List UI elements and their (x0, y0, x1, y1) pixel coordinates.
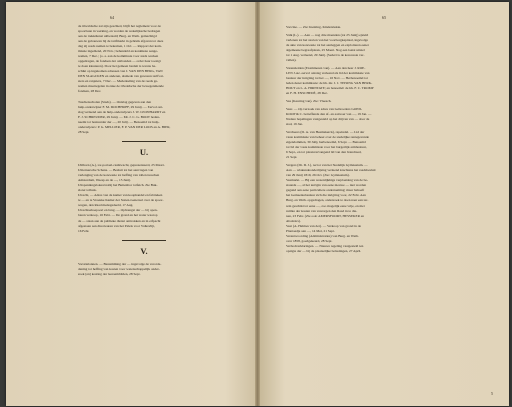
text-line: Nadere bepalingen vastgesteld op het drijven van — door de (286, 117, 370, 122)
text-line: aan de gebouwen bij de tarifmarkt in gebruik afgaven tot deze (78, 39, 164, 44)
text-line: neemt tot bestuurder der —, 20 Julij. — Benoemd tot hulp- (78, 120, 160, 125)
text-line: F. J. SCHREUDER, 29 Junij. — Mr. J. C. G. BOOT bedan- (78, 115, 161, 120)
text-line: Vercheers (D. A. van Heemskerck), rapeladel. — Lid der (286, 130, 365, 135)
text-line: Aan — wiskundeonderlijsing verleend krachtens het raadsbesluit (286, 168, 376, 173)
text-line: Veer. — Op verzoek van adres van Gebroeders GOED- (286, 107, 363, 112)
text-line: dening tot heffing van kosten voor wetenschappelijk onder- (78, 266, 160, 271)
text-line: Verbodverklaringen. — Nieuwe regeling vastgesteld ten (286, 243, 364, 248)
text-line: aan de trekkdienst uitbetaald; Burg. en Weth. gemachtigd (78, 34, 157, 39)
text-line: gegund aan eene particuliere onderneming; maar behoeft (286, 188, 365, 193)
text-line: het Gemeentebestuur zich die inrigting voor, 22 Febr. Aan (286, 193, 366, 198)
text-line: tot 1 Aug. verleend, 29 Junij. (Sedert is de koncessie ver- (286, 53, 365, 58)
text-line: sloter tolhuis. (78, 188, 97, 193)
text-line: over 1858, goedgekeurd, 28 Sept. (286, 238, 333, 243)
block-v-entries (78, 262, 210, 277)
text-line: HOUT en L. A. HIRNTATE; en benoemd: de hh. F. C. TROMP (286, 86, 374, 91)
text-line: 6 Sept., en tot plaatsvervangend lid van den brandraad, (286, 150, 362, 155)
text-line: Utrecht, — Adres van de kamer van koophandel en fabrieken (78, 193, 163, 198)
text-line: slag verleend aan de hulp-onderwijzers J. W. LEONHARDT en (78, 110, 166, 115)
text-line: Uhlhorn (A.), tor-portaal-cashtwacht, geprezenteerd, 25 Maart. (78, 163, 165, 168)
text-line: Burg. en Weth. opgedragen, onderzoek te doen naar een ter- (286, 198, 369, 203)
text-line: van 29 Junij 1819, 26 Oct. (Zie: Gymnasium). (286, 173, 350, 178)
text-line: onderwijzers: P. G. MELLIER, F. P. VAN DER LOOS en A. BIER, (78, 125, 171, 130)
text-line: missie ingediend, 20 Nov.; behandeld en konklusie aange- (78, 49, 159, 54)
text-line: zoek [en] kosting der leeraambilden, 28 Sept. (78, 271, 141, 276)
text-line: Utrechtsehoepoort en brug. — Opbrengst der — bij open- (78, 208, 158, 213)
text-line: ruimte der kosten van verzorgen den Raad in te die- (286, 208, 358, 213)
block-u-entries (78, 163, 210, 233)
text-line: bestuur der inrigting tot het —, 16 Nov. — Herbenoemd tot (286, 76, 368, 81)
text-line: Uitspanningslokaal nabij het Buitenltor tolfeich. Zie Buk- (78, 183, 158, 188)
text-line: Vacatielonnen. — Bestemming der — ingevolge de verorde- (78, 261, 162, 266)
text-line: Tuschenscholen (Stads). — Ontslag gegeven aan den (78, 100, 152, 105)
text-line: de — staan aan de publieke dienst onttrokken en in erfpacht (78, 218, 161, 223)
text-line: 21 Sept. (286, 155, 298, 160)
text-line: spoorbaan in werking, en worden de wekelijksche bedragen (78, 29, 161, 34)
text-line: Varensleiden (Examineren van). — Aan den heer J. ROE- (286, 66, 366, 71)
text-line: Veet (A. Helmes van der). — Verkoop van grond in de (286, 223, 361, 228)
block-register-entries (286, 25, 426, 254)
text-line: te doen kleuteren). Door het gemeen besluit is tevens be- (78, 64, 157, 69)
text-line: nen, 23 Febr. (Zie ook: AMERSFOORT, HESSEKER en (286, 213, 365, 218)
open-book-spread (6, 2, 509, 406)
text-line: Vee (Keuring van). Zie: Vleesch. (286, 99, 332, 104)
text-line: Vaccine. — Zie: Inenting, Kinderziekte. (286, 25, 342, 29)
text-line: de akte van koncessie tot het aanleggen en exploiteren eener (286, 43, 369, 48)
text-line: verlenging van de koncessie tot heffing van tollen tusschen (78, 173, 160, 178)
section-heading-u: U. (139, 147, 149, 158)
text-line: opzigte der — bij de plaatselijke belastingen, 27 April. (286, 248, 362, 253)
text-line: LEN J.Az. eervol ontslag verleend als lid der kommissie van (286, 71, 370, 76)
text-line: vaste kommissie van beheer over de stedelijke rentegevende (286, 135, 369, 140)
text-line: Amsterdam, Weesp en de —, 15 Junij. (78, 178, 131, 183)
text-line: verlenen tot het storten van het voorborgkapitaal, ingevolge (286, 38, 369, 43)
text-line: wegen, den Raad medegedeeld, 17 Aug. (78, 203, 134, 208)
text-line: hulp-onderwijzer F. M. DOCHHOFF, 29 Junij. — Eervol ont- (78, 105, 164, 110)
right-text-column (286, 25, 426, 254)
right-page (260, 2, 509, 406)
text-line: sters en ranjeiers, 7 Dec. — Mededeeling van de reeds ge- (78, 79, 159, 84)
left-text-column (78, 24, 210, 277)
text-line: afgestaan aan directeuren van het Paleis voor Volksvlijt, (78, 223, 156, 228)
text-line: algemeene begraafplaats, 25 Maart. Nog een laatst uitstel (286, 48, 365, 53)
text-line: 28 Sept. (78, 130, 90, 135)
text-line: 16 Febr. (78, 228, 90, 233)
text-line: schikt op ingekomen adressen van J. VAN DEN BERG, VAN (78, 69, 163, 74)
page-number: 64 (109, 15, 115, 20)
text-line: Verantwoording (Administraties) van Burg. en Weth. (286, 233, 359, 238)
text-line: nomen maatregelen in zake de tilwaldsche der bewegenmende (78, 84, 164, 89)
text-line: Plantaadje aan —, 14 Mei, 21 Sept. (286, 228, 335, 233)
text-line: stad, 19 Jan. (286, 122, 303, 127)
text-line: Valk (L.). — Aan — nog drie maanden (tot 25 Junij) ejsteld (286, 33, 369, 38)
text-line: tot lid der vaste kommissie voor het burgerlijk armbestuur, (286, 145, 367, 150)
text-line: baren verkoop, 16 Febr. — De grond en het water waarop (78, 213, 158, 218)
text-line: staande —, al het terrigin van eene nieuwe — niet worden (286, 183, 367, 188)
text-line: vallen). (286, 58, 297, 63)
text-line: en F. H. ENSCHEDÉ, 28 Dec. (286, 91, 329, 96)
text-line: DEN SLAGCKEN en anderen, alsmede van gewezen tarifval- (78, 74, 164, 79)
text-line: dag zij reeds nemen te bekomen, 1 Oct. — Rapport der kom- (78, 44, 162, 49)
section-heading-v: V. (140, 245, 148, 256)
signature-mark: 5 (491, 390, 493, 396)
block-continued-entry (78, 24, 210, 94)
text-line: Veemarkt. — Bij een wezenlijkhige verplaatsing van de be- (286, 178, 368, 183)
text-line: Vergers (Dr. D. J.), rector van het Stedelijk Gymnasium. — (286, 163, 368, 168)
text-line: Abattoirs). (286, 218, 301, 223)
text-line: te — en te Vreeuke Kamer der Staten-Generaal over de spoor- (78, 198, 164, 203)
text-line: de tilwaldsche zal zijn geschied, blijft het reglement voor de (78, 24, 161, 28)
block-tusschenscholen (78, 100, 210, 135)
page-number: 65 (381, 15, 387, 20)
text-line: KOOP & C. betreffende den af- en aanvoer van —, 19 Jan. — (286, 112, 372, 117)
text-line: leden dezer kommissie: de hh. mr. J. J. TEISING VAN BERK- (286, 81, 373, 86)
text-line: nomen, 7 Dec.; (o. a. aan de kommissie voor stads werken (78, 54, 159, 59)
text-line: opgedragen, de fondsen der ontbonden — order haar toezigt (78, 59, 161, 64)
text-line: Uitternersche Schans. — Besluit tot het aanvragen van (78, 168, 154, 173)
left-page (6, 2, 255, 406)
text-line: eigendommen, 30 Julij, herbenoemd, 6 Sept. — Benoemd (286, 140, 366, 145)
text-line: fondsen, 28 Dec. (78, 89, 102, 94)
text-line: rein geschikt tot eene —, zoo mogelijk eene vrije, en met (286, 203, 365, 208)
